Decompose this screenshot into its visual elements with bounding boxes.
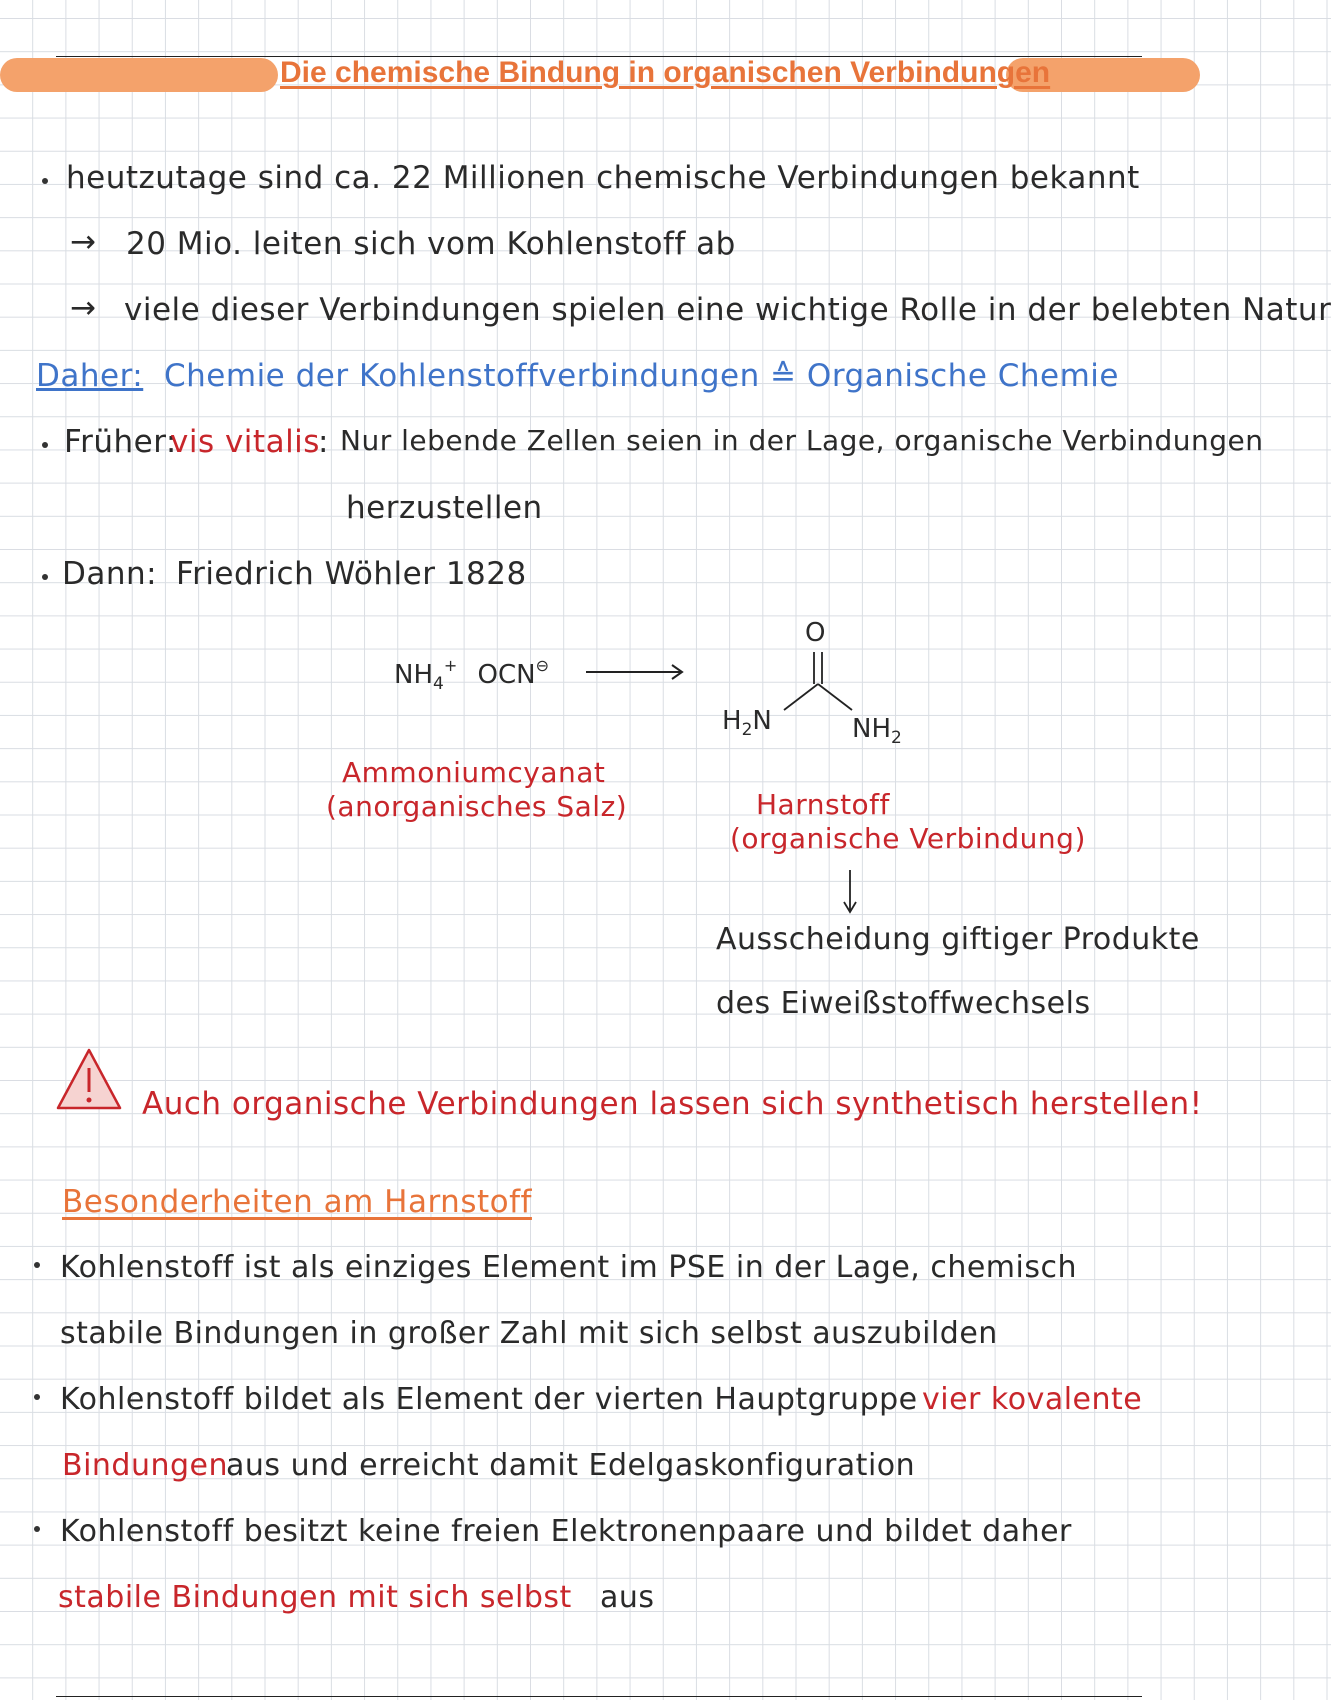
bullet-dot — [42, 178, 48, 184]
reaction-arrow — [584, 660, 686, 684]
nh4-subscript: 4 — [433, 674, 444, 694]
nh2-subscript: 2 — [891, 728, 902, 748]
h2n-subscript: 2 — [741, 720, 753, 740]
vis-vitalis-term: vis vitalis — [170, 424, 320, 460]
bullet-2-line-1a: Kohlenstoff bildet als Element der vierten Hauptgruppe — [60, 1382, 918, 1417]
banner-left — [0, 58, 278, 92]
ocn-symbol: OCN — [477, 660, 536, 690]
warning-icon — [54, 1046, 124, 1112]
bullet-3-line-2a: stabile Bindungen mit sich selbst — [58, 1580, 572, 1615]
arrow-icon: → — [70, 290, 97, 326]
daher-label: Daher: — [36, 358, 144, 394]
urea-bonds — [780, 648, 864, 718]
nh4-symbol: NH — [394, 660, 433, 690]
section-heading: Besonderheiten am Harnstoff — [62, 1184, 532, 1220]
bullet-3-line-2b: aus — [600, 1580, 655, 1615]
intro-arrow-line-1: 20 Mio. leiten sich vom Kohlenstoff ab — [126, 226, 736, 262]
ocn-charge: ⊖ — [535, 656, 549, 675]
reactant-formula — [394, 656, 549, 694]
product-note-2: des Eiweißstoffwechsels — [716, 986, 1091, 1021]
dann-label: Dann: — [62, 556, 158, 592]
dann-text: Friedrich Wöhler 1828 — [176, 556, 527, 592]
h2n-h: H — [722, 706, 742, 736]
oxygen-atom: O — [805, 618, 826, 648]
intro-arrow-line-2: viele dieser Verbindungen spielen eine wichtige Rolle in der belebten Natur — [124, 292, 1331, 328]
product-type: (organische Verbindung) — [730, 822, 1086, 855]
bullet-1-line-2: stabile Bindungen in großer Zahl mit sich selbst auszubilden — [60, 1316, 998, 1351]
bullet-dot — [34, 1262, 40, 1268]
bullet-3-line-1: Kohlenstoff besitzt keine freien Elektronenpaare und bildet daher — [60, 1514, 1072, 1549]
nh4-charge: + — [443, 656, 458, 675]
bullet-dot — [42, 442, 48, 448]
intro-line: heutzutage sind ca. 22 Millionen chemische Verbindungen bekannt — [66, 160, 1140, 196]
bullet-2-line-2b: aus und erreicht damit Edelgaskonfiguration — [226, 1448, 916, 1483]
down-arrow — [838, 868, 862, 916]
h2n-group — [722, 706, 772, 740]
frueher-colon: : — [318, 424, 329, 460]
arrow-icon: → — [70, 224, 97, 260]
product-name: Harnstoff — [756, 788, 890, 821]
frueher-text-cont: herzustellen — [346, 490, 543, 526]
daher-text: Chemie der Kohlenstoffverbindungen ≙ Organische Chemie — [164, 358, 1119, 394]
bullet-1-line-1: Kohlenstoff ist als einziges Element im PSE in der Lage, chemisch — [60, 1250, 1078, 1285]
frueher-label: Früher: — [64, 424, 177, 460]
nh2-nh: NH — [852, 714, 891, 744]
page-title: Die chemische Bindung in organischen Verbindungen — [280, 56, 1051, 89]
bullet-dot — [34, 1526, 40, 1532]
bullet-dot — [42, 574, 48, 580]
reactant-type: (anorganisches Salz) — [326, 790, 628, 823]
h2n-n: N — [752, 706, 772, 736]
warning-text: Auch organische Verbindungen lassen sich synthetisch herstellen! — [142, 1086, 1203, 1122]
nh2-group — [852, 714, 902, 748]
product-note-1: Ausscheidung giftiger Produkte — [716, 922, 1200, 957]
frueher-text: Nur lebende Zellen seien in der Lage, organische Verbindungen — [340, 424, 1264, 457]
bullet-2-line-1b: vier kovalente — [922, 1382, 1143, 1417]
reactant-name: Ammoniumcyanat — [342, 756, 606, 789]
bullet-2-line-2a: Bindungen — [62, 1448, 229, 1483]
bullet-dot — [34, 1394, 40, 1400]
bottom-rule — [56, 1696, 1142, 1697]
